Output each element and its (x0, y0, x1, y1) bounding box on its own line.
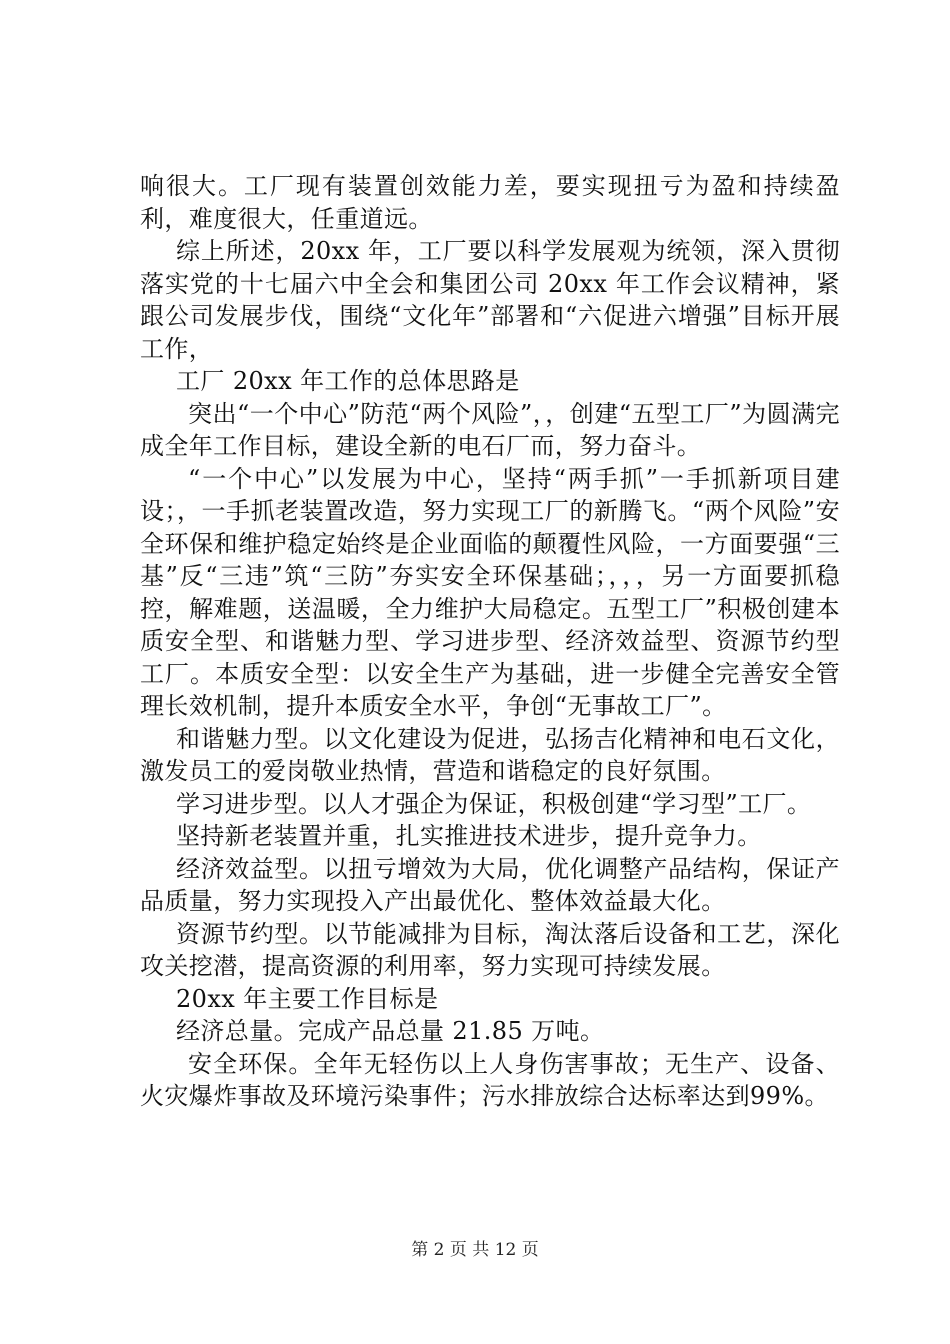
paragraph-goals-heading: 20xx 年主要工作目标是 (176, 984, 439, 1013)
paragraph-summary: 综上所述，20xx 年，工厂要以科学发展观为统领，深入贯彻落实党的十七届六中全会和集团公司 20xx 年工作会议精神，紧跟公司发展步伐，围绕“文化年”部署和“六促进六增强”目标开展工作， (140, 237, 840, 363)
paragraph-equipment: 坚持新老装置并重，扎实推进技术进步，提升竞争力。 (176, 822, 762, 850)
paragraph-economic-type: 经济效益型。以扭亏增效为大局，优化调整产品结构，保证产品质量，努力实现投入产出最优化、整体效益最大化。 (140, 854, 840, 915)
page-number-footer: 第 2 页 共 12 页 (411, 1240, 539, 1260)
paragraph-safety-environment: 安全环保。全年无轻伤以上人身伤害事故；无生产、设备、火灾爆炸事故及环境污染事件；污水排放综合达标率达到99%。 (140, 1049, 840, 1110)
document-body (140, 170, 840, 1113)
paragraph-continuation: 响很大。工厂现有装置创效能力差，要实现扭亏为盈和持续盈利，难度很大，任重道远。 (140, 172, 840, 233)
paragraph-learning-type: 学习进步型。以人才强企为保证，积极创建“学习型”工厂。 (176, 789, 812, 818)
paragraph-one-center-two-risks: “一个中心”以发展为中心，坚持“两手抓”一手抓新项目建设；，一手抓老装置改造，努力实现工厂的新腾飞。“两个风险”安全环保和维护稳定始终是企业面临的颠覆性风险，一方面要强“三基”反“三违”筑“三防”夯实安全环保基础；，，，另一方面要抓稳控，解难题，送温暖，全力维护大局稳定。五型工厂”积极创建本质安全型、和谐魅力型、学习进步型、经济效益型、资源节约型工厂。本质安全型：以安全生产为基础，进一步健全完善安全管理长效机制，提升本质安全水平，争创“无事故工厂”。 (140, 464, 840, 720)
paragraph-harmony-type: 和谐魅力型。以文化建设为促进，弘扬吉化精神和电石文化，激发员工的爱岗敬业热情，营造和谐稳定的良好氛围。 (140, 724, 840, 785)
paragraph-resource-type: 资源节约型。以节能减排为目标，淘汰落后设备和工艺，深化攻关挖潜，提高资源的利用率，努力实现可持续发展。 (140, 919, 840, 980)
paragraph-overall-idea-heading: 工厂 20xx 年工作的总体思路是 (176, 367, 520, 395)
paragraph-overall-idea: 突出“一个中心”防范“两个风险”，，创建“五型工厂”为圆满完成全年工作目标，建设全新的电石厂而，努力奋斗。 (140, 399, 840, 460)
paragraph-economic-total: 经济总量。完成产品总量 21.85 万吨。 (176, 1017, 605, 1045)
